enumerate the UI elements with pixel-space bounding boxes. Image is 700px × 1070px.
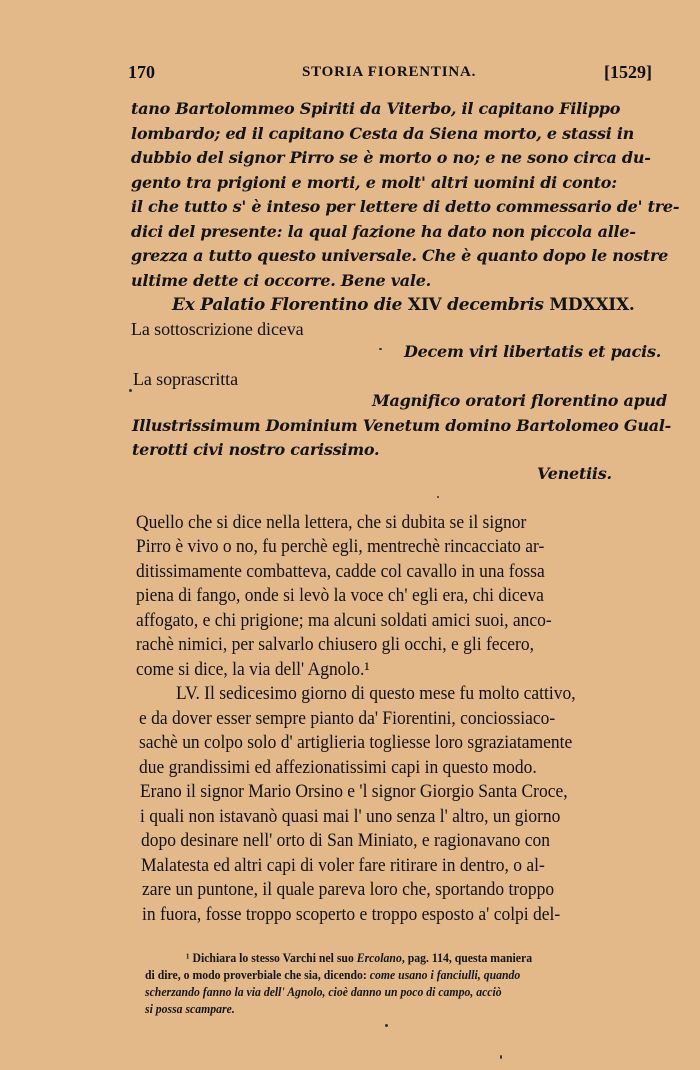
paragraph-start-line: LV. Il sedicesimo giorno di questo mese fu molto cattivo, — [176, 683, 576, 704]
subscription-text: Decem viri libertatis et pacis. — [404, 342, 662, 361]
body-line: piena di fango, onde si levò la voce ch' egli era, chi diceva — [136, 585, 544, 606]
footnote-text: di dire, o modo proverbiale che sia, dicendo: — [145, 968, 370, 982]
dateline-day: XIV — [407, 295, 442, 315]
body-line: affogato, e chi prigione; ma alcuni soldati amici suoi, anco- — [136, 610, 552, 631]
footnote-marker: ¹ — [186, 951, 190, 965]
letter-line: grezza a tutto questo universale. Che è quanto dopo le nostre — [131, 246, 669, 265]
footnote-line — [186, 952, 532, 965]
dateline-text-a: Ex Palatio Florentino die — [172, 295, 408, 315]
body-line: dopo desinare nell' orto di San Miniato, e ragionavano con — [141, 830, 550, 851]
superscription-line: Illustrissimum Dominium Venetum domino Bartolomeo Gual- — [132, 416, 672, 435]
body-line: in fuora, fosse troppo scoperto e troppo esposto a' colpi del- — [142, 904, 561, 925]
running-title: STORIA FIORENTINA. — [302, 64, 477, 80]
ink-speck — [437, 496, 439, 498]
letter-line: dubbio del signor Pirro se è morto o no; e ne sono circa du- — [131, 148, 651, 167]
body-line: Quello che si dice nella lettera, che si dubita se il signor — [136, 512, 527, 533]
footnote-line: si possa scampare. — [145, 1002, 235, 1016]
body-line: Erano il signor Mario Orsino e 'l signor Giorgio Santa Croce, — [140, 781, 568, 802]
ink-speck — [379, 348, 382, 350]
footnote-quote: come usano i fanciulli, quando — [369, 968, 521, 982]
letter-line: dici del presente: la qual fazione ha dato non piccola alle- — [131, 222, 636, 241]
body-line: rachè nimici, per salvarlo chiusero gli occhi, e gli fecero, — [136, 634, 534, 655]
body-line: zare un puntone, il quale pareva loro che, sportando troppo — [142, 879, 555, 900]
page-number: 170 — [128, 62, 155, 82]
ink-speck — [385, 1024, 388, 1027]
year-marker: [1529] — [604, 62, 652, 82]
footnote-text: Dichiara lo stesso Varchi nel suo — [189, 951, 357, 965]
body-line: due grandissimi ed affezionatissimi capi in questo modo. — [139, 757, 537, 778]
dateline-year: MDXXIX. — [549, 295, 635, 315]
body-line: ditissimamente combatteva, cadde col cavallo in una fossa — [136, 561, 545, 582]
body-line: sachè un colpo solo d' artiglieria togliesse loro sgraziatamente — [139, 732, 573, 753]
superscription-line: terotti civi nostro carissimo. — [132, 440, 380, 459]
subscription-label: La sottoscrizione diceva — [131, 319, 304, 339]
body-line: Malatesta ed altri capi di voler fare ritirare in dentro, o al- — [141, 855, 545, 876]
ink-speck — [500, 1055, 502, 1059]
body-line: e da dover esser sempre pianto da' Fiorentini, conciossiaco- — [139, 708, 556, 729]
footnote-work-title: Ercolano — [356, 951, 402, 965]
footnote-text: , pag. 114, questa maniera — [401, 951, 533, 965]
footnote-line: scherzando fanno la via dell' Agnolo, cioè danno un poco di campo, acciò — [145, 985, 502, 999]
footnote-line — [145, 969, 520, 982]
superscription-place: Venetiis. — [537, 464, 612, 483]
body-line: Pirro è vivo o no, fu perchè egli, mentrechè rincacciato ar- — [136, 536, 545, 557]
dateline-text-b: decembris — [441, 295, 550, 315]
letter-line: gento tra prigioni e morti, e molt' altri uomini di conto: — [131, 173, 617, 192]
dateline — [172, 297, 635, 314]
body-line: come si dice, la via dell' Agnolo.¹ — [136, 659, 370, 680]
body-line: i quali non istavanò quasi mai l' uno senza l' altro, un giorno — [140, 806, 561, 827]
ink-speck — [129, 389, 132, 392]
superscription-line: Magnifico oratori florentino apud — [372, 391, 667, 410]
superscription-label: La soprascritta — [133, 369, 238, 389]
letter-line: ultime dette ci occorre. Bene vale. — [131, 271, 431, 290]
letter-line: lombardo; ed il capitano Cesta da Siena morto, e stassi in — [131, 124, 635, 143]
letter-line: tano Bartolommeo Spiriti da Viterbo, il capitano Filippo — [131, 99, 621, 118]
running-header — [128, 62, 652, 86]
letter-line: il che tutto s' è inteso per lettere di detto commessario de' tre- — [131, 197, 680, 216]
